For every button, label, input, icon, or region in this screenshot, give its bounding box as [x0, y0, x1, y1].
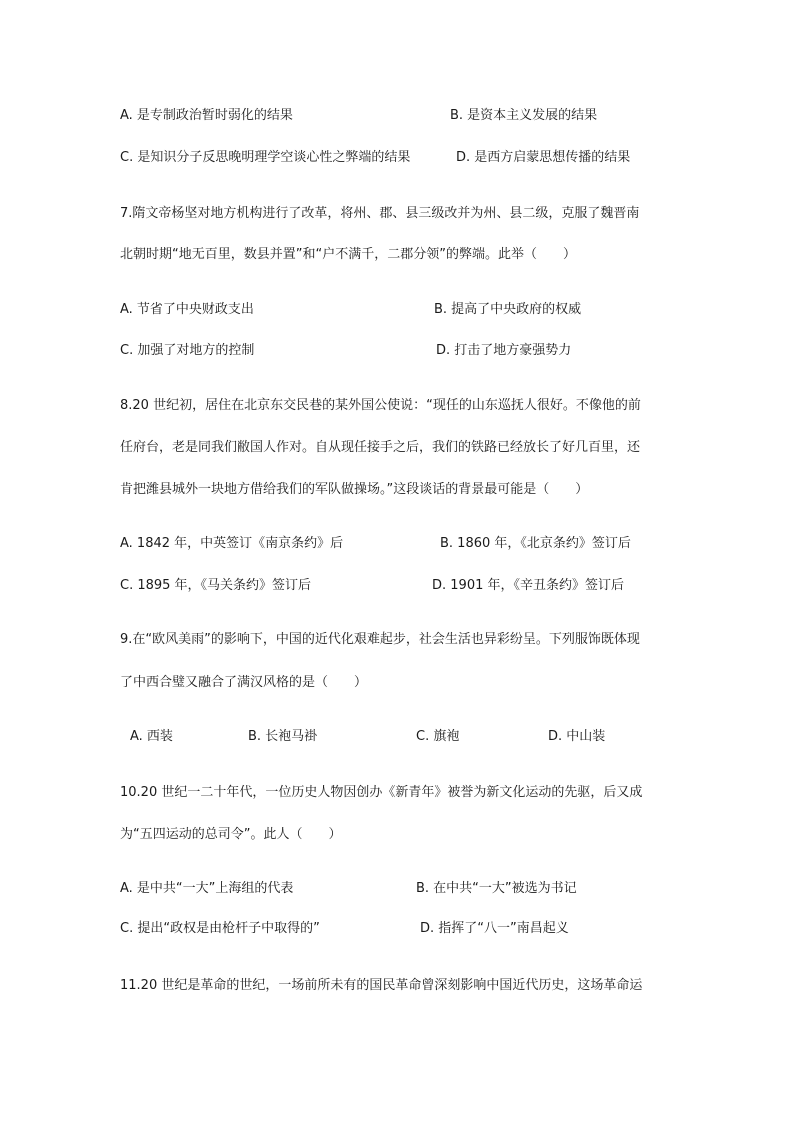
q8-option-b: B. 1860 年，《北京条约》签订后: [440, 536, 631, 551]
q9-stem-line2: 了中西合璧又融合了满汉风格的是（ ）: [120, 675, 368, 690]
q6-option-a: A. 是专制政治暂时弱化的结果: [120, 108, 293, 123]
q10-option-d: D. 指挥了“八一”南昌起义: [420, 921, 569, 936]
q7-option-b: B. 提高了中央政府的权威: [434, 302, 582, 317]
q7-stem-line2: 北朝时期“地无百里，数县并置”和“户不满千，二郡分领”的弊端。此举（ ）: [120, 247, 576, 262]
q9-option-c: C. 旗袍: [416, 729, 460, 744]
q10-option-b: B. 在中共“一大”被选为书记: [416, 881, 577, 896]
q9-option-b: B. 长袍马褂: [248, 729, 318, 744]
q9-option-a: A. 西装: [130, 729, 173, 744]
q8-stem-line3: 肯把潍县城外一块地方借给我们的军队做操场。”这段谈话的背景最可能是（ ）: [120, 482, 589, 497]
q7-stem-line1: 7.隋文帝杨坚对地方机构进行了改革，将州、郡、县三级改并为州、县二级，克服了魏晋南: [120, 206, 640, 221]
q9-option-d: D. 中山装: [548, 729, 606, 744]
q7-option-d: D. 打击了地方豪强势力: [436, 343, 572, 358]
q6-option-b: B. 是资本主义发展的结果: [450, 108, 598, 123]
q9-stem-line1: 9.在“欧风美雨”的影响下，中国的近代化艰难起步，社会生活也异彩纷呈。下列服饰既体现: [120, 632, 640, 647]
q10-option-c: C. 提出“政权是由枪杆子中取得的”: [120, 921, 320, 936]
q11-stem-line1: 11.20 世纪是革命的世纪，一场前所未有的国民革命曾深刻影响中国近代历史，这场革命运: [120, 978, 643, 993]
q10-stem-line2: 为“五四运动的总司令”。此人（ ）: [120, 827, 342, 842]
q7-option-a: A. 节省了中央财政支出: [120, 302, 254, 317]
q10-stem-line1: 10.20 世纪一二十年代，一位历史人物因创办《新青年》被誉为新文化运动的先驱，后又成: [120, 785, 643, 800]
q7-option-c: C. 加强了对地方的控制: [120, 343, 255, 358]
q8-option-c: C. 1895 年，《马关条约》签订后: [120, 578, 312, 593]
q6-option-c: C. 是知识分子反思晚明理学空谈心性之弊端的结果: [120, 150, 411, 165]
q6-option-d: D. 是西方启蒙思想传播的结果: [456, 150, 631, 165]
q8-stem-line1: 8.20 世纪初，居住在北京东交民巷的某外国公使说：“现任的山东巡抚人很好。不像他的前: [120, 398, 641, 413]
q10-option-a: A. 是中共“一大”上海组的代表: [120, 881, 294, 896]
q8-stem-line2: 任府台，老是同我们敝国人作对。自从现任接手之后，我们的铁路已经放长了好几百里，还: [120, 440, 641, 455]
q8-option-a: A. 1842 年，中英签订《南京条约》后: [120, 536, 344, 551]
q8-option-d: D. 1901 年，《辛丑条约》签订后: [432, 578, 624, 593]
